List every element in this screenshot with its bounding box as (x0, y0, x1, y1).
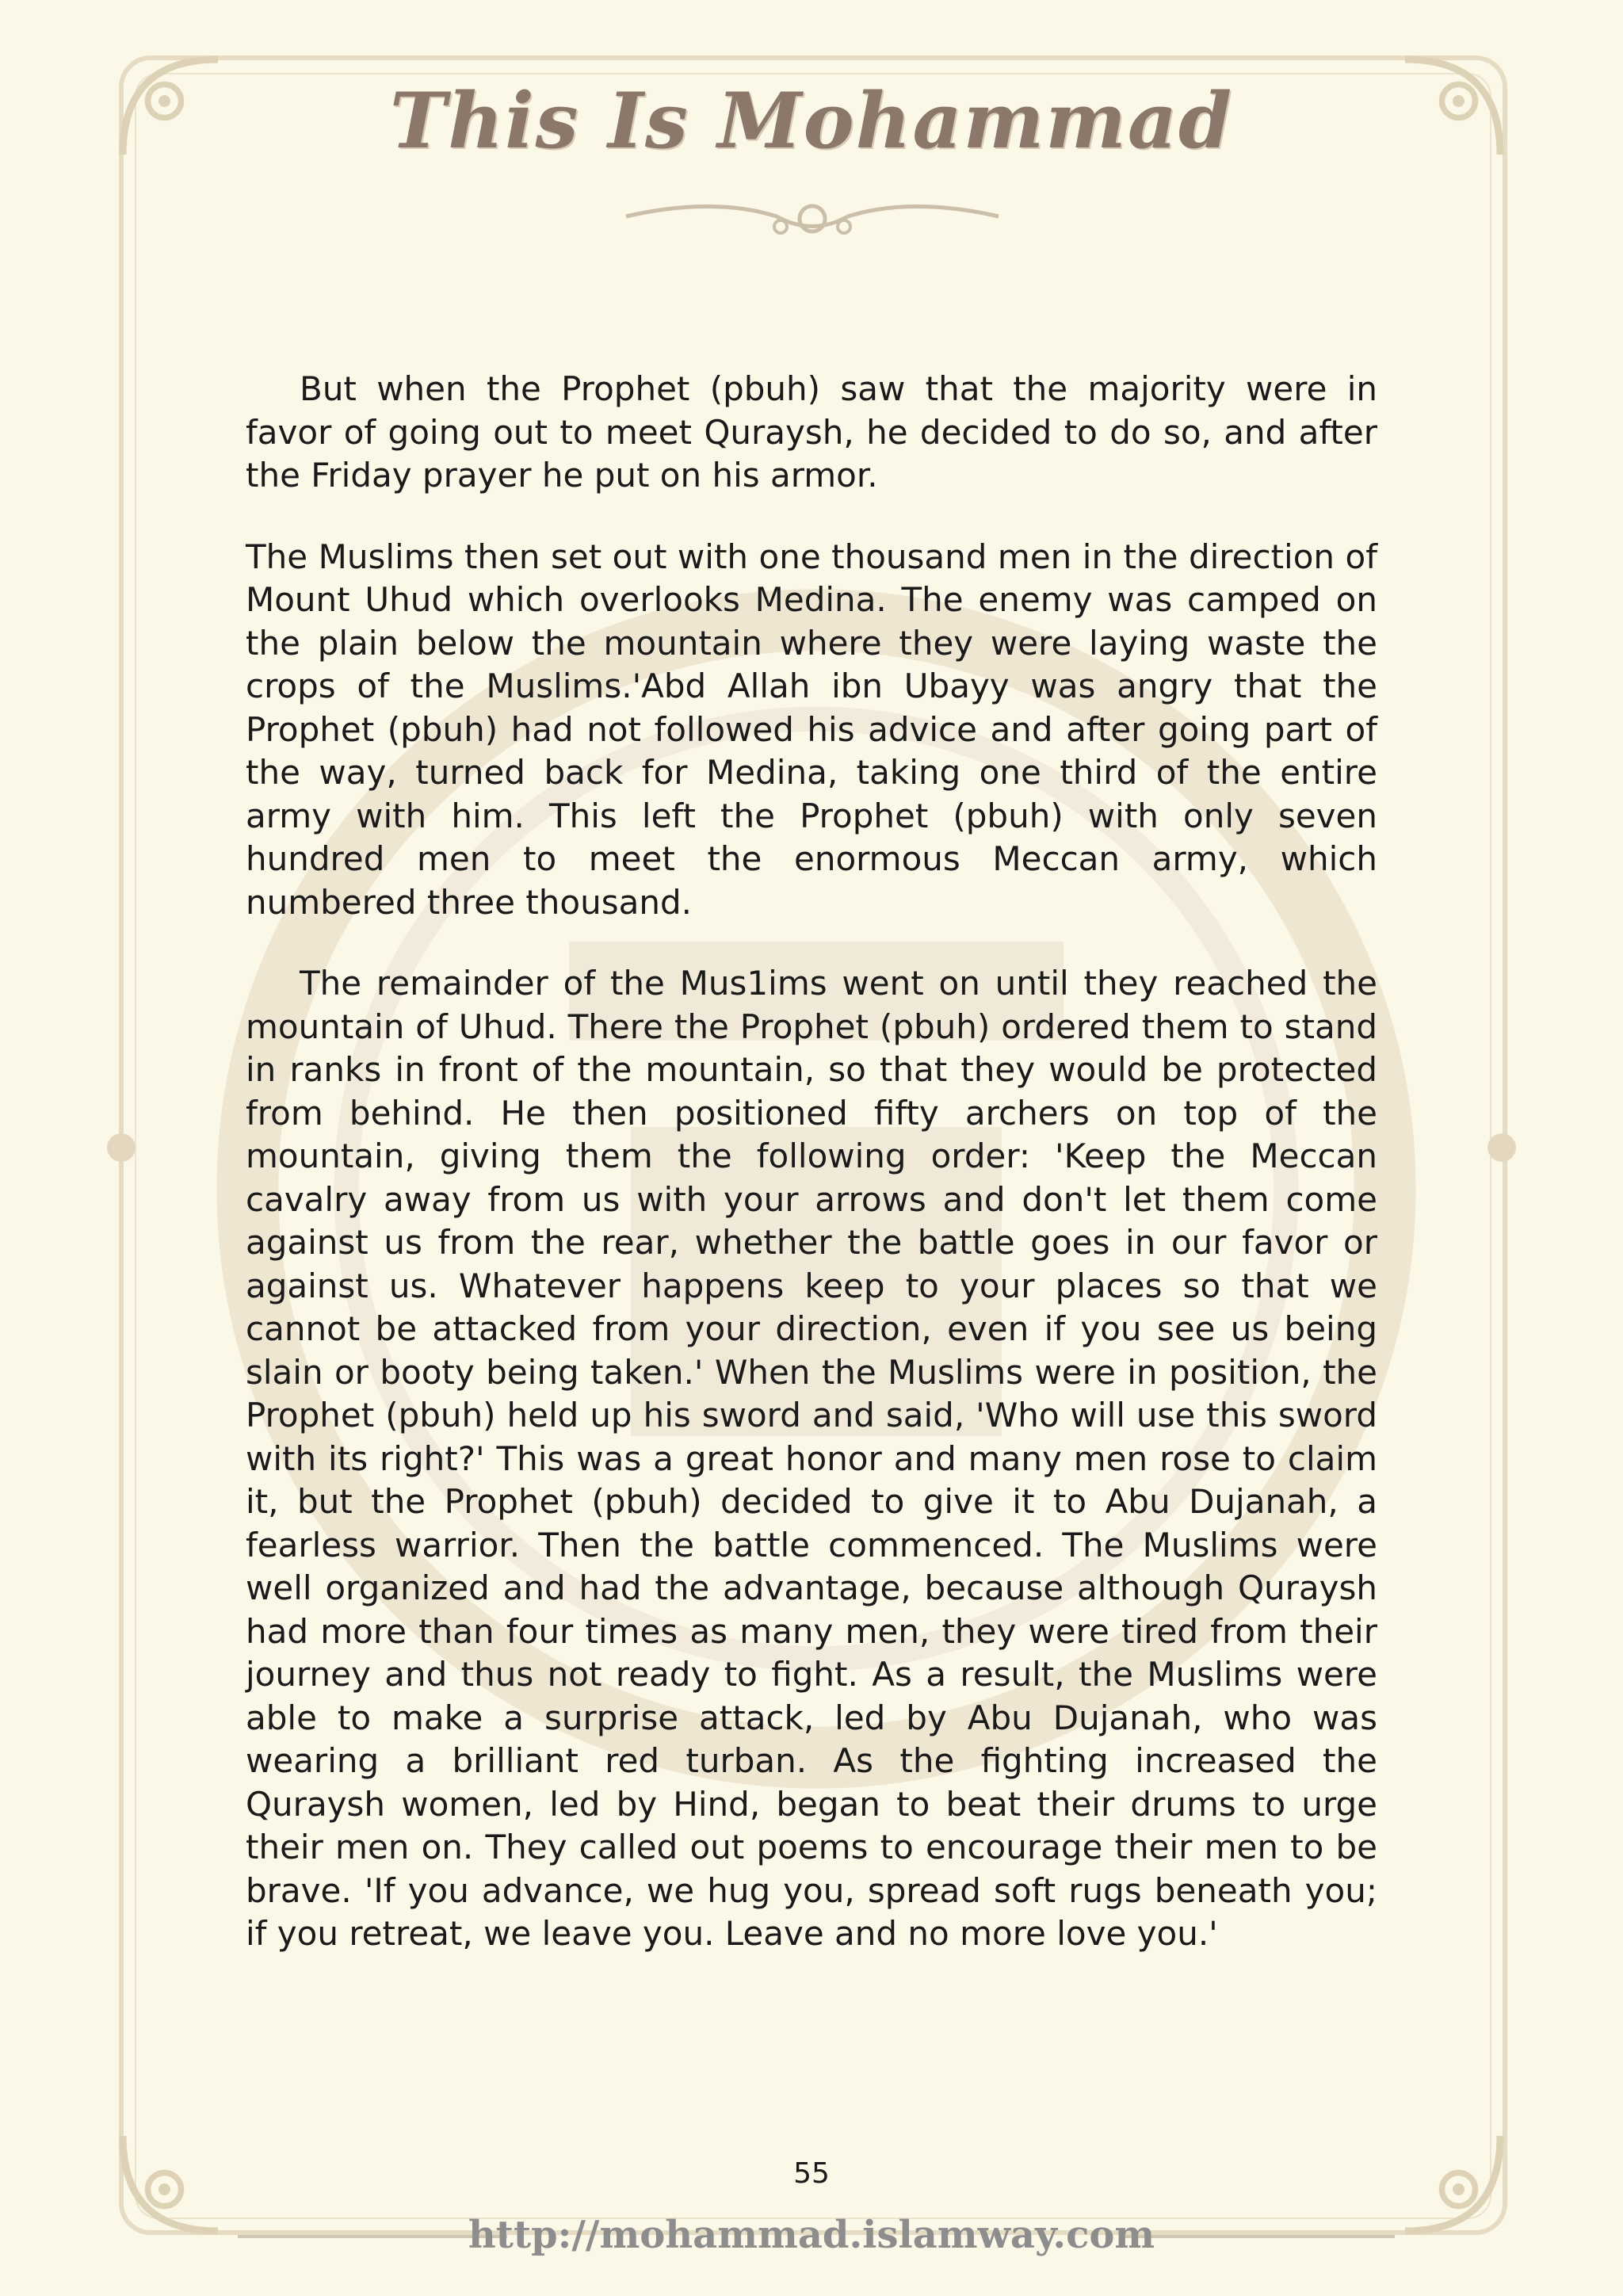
paragraph: The remainder of the Mus1ims went on until they reached the mountain of Uhud. There the Prophet (pbuh) ordered them to stand in ranks in front of the mountain, so that they would be protected from behind. He then positioned fifty archers on top of the mountain, giving them the following order: 'Keep the Meccan cavalry away from us with your arrows and don't let them come against us from the rear, whether the battle goes in our favor or against us. Whatever happens keep to your places so that we cannot be attacked from your direction, even if you see us being slain or booty being taken.' When the Muslims were in position, the Prophet (pbuh) held up his sword and said, 'Who will use this sword with its right?' This was a great honor and many men rose to claim it, but the Prophet (pbuh) decided to give it to Abu Dujanah, a fearless warrior. Then the battle commenced. The Muslims were well organized and had the advantage, because although Quraysh had more than four times as many men, they were tired from their journey and thus not ready to fight. As a result, the Muslims were able to make a surprise attack, led by Abu Dujanah, who was wearing a brilliant red turban. As the fighting increased the Quraysh women, led by Hind, began to beat their drums to urge their men on. They called out poems to encourage their men to be brave. 'If you advance, we hug you, spread soft rugs beneath you; if you retreat, we leave you. Leave and no more love you.' (246, 964, 1377, 1953)
paragraph: The Muslims then set out with one thousand men in the direction of Mount Uhud which overlooks Medina. The enemy was camped on the plain below the mountain where they were laying waste the crops of the Muslims.'Abd Allah ibn Ubayy was angry that the Prophet (pbuh) had not followed his advice and after going part of the way, turned back for Medina, taking one third of the entire army with him. This left the Prophet (pbuh) with only seven hundred men to meet the enormous Meccan army, which numbered three thousand. (246, 537, 1377, 922)
title-flourish-ornament-icon (618, 181, 1006, 252)
page-number: 55 (793, 2157, 830, 2190)
footer-url-link[interactable]: http://mohammad.islamway.com (468, 2213, 1155, 2257)
book-title: This Is Mohammad (389, 76, 1234, 166)
frame-knob-right-icon (1487, 1133, 1516, 1162)
frame-knob-left-icon (107, 1133, 136, 1162)
page-content (246, 368, 1377, 1994)
paragraph: But when the Prophet (pbuh) saw that the majority were in favor of going out to meet Quraysh, he decided to do so, and after the Friday prayer he put on his armor. (246, 369, 1377, 495)
